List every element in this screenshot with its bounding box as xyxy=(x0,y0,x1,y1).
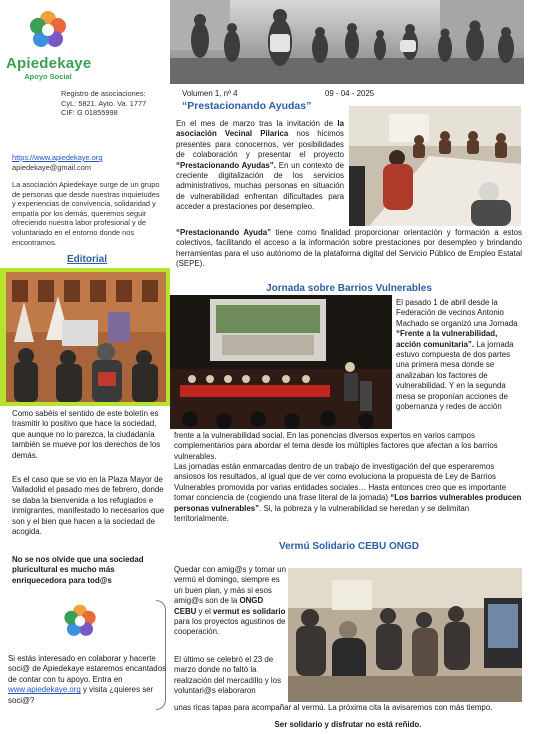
issue-date: 09 - 04 - 2025 xyxy=(325,89,375,98)
article-vermu-closing: Ser solidario y disfrutar no está reñido. xyxy=(274,720,422,729)
demonstration-photo xyxy=(6,272,166,402)
editorial-p1: Como sabéis el sentido de este boletín es trasmitir lo positivo que hace la sociedad, que aunque no lo parezca, la ciudadanía también se mueve por los derechos de los demás. xyxy=(12,409,161,460)
article-prestacionando-p1 xyxy=(176,119,344,213)
registry-line: CIF: G 01855998 xyxy=(61,108,118,118)
registry-info xyxy=(61,89,181,118)
contact-email: apiedekaye@gmail.com xyxy=(12,163,91,172)
conference-photo xyxy=(170,295,392,429)
text-run-bold: “Prestacionando Ayudas”. xyxy=(176,160,276,170)
text-run: En un contexto de creciente digitalización de los servicios administrativos, muchas personas en situación de vulnerabilidad enfrentan dificultades para acceder a prestaciones por desempleo. xyxy=(176,160,344,212)
meeting-photo xyxy=(349,106,521,226)
text-run: y el xyxy=(196,606,214,616)
text-run-bold: ONGD CEBU xyxy=(174,596,264,616)
article-jornada-title: Jornada sobre Barrios Vulnerables xyxy=(266,283,432,294)
article-jornada-p1 xyxy=(396,298,522,412)
text-run: para los proyectos agustinos de cooperación. xyxy=(174,617,286,637)
article-vermu-title: Vermú Solidario CEBU ONGD xyxy=(278,541,420,552)
article-prestacionando-p2 xyxy=(176,228,522,270)
article-jornada-p1-cont: frente a la vulnerabilidad social. En las ponencias diversos expertos en varios campos complementarios para abordar el tema desde los múltiples factores que afectan a los barrios vulnerables. xyxy=(174,431,498,461)
join-text xyxy=(8,654,168,706)
join-logo xyxy=(60,602,100,642)
join-website-link[interactable]: www.apiedekaye.org xyxy=(8,685,81,695)
editorial-title: Editorial xyxy=(66,254,107,265)
flower-logo-icon xyxy=(60,602,100,642)
brand-logo xyxy=(6,8,90,80)
article-jornada-p2 xyxy=(174,462,522,524)
article-vermu-p2: El último se celebró el 23 de marzo donde no faltó la realización del mercadillo y los voluntari@s elaboraron xyxy=(174,655,282,696)
text-run-bold: la asociación Vecinal Pilarica xyxy=(176,119,344,139)
text-run-bold: vermut es solidario xyxy=(213,606,286,616)
editorial-p2: Es el caso que se vio en la Plaza Mayor de Valladolid el pasado mes de febrero, donde se daba la bienvenida a los refugiados e inmigrantes, manifestado lo necesarios que son y el bien que hacen a la sociedad de acogida. xyxy=(12,475,165,537)
issue-volume: Volumen 1, nº 4 xyxy=(182,89,238,98)
header-crowd-photo xyxy=(170,0,524,84)
text-run-bold: “Los barrios vulnerables producen personas vulnerables” xyxy=(174,493,522,513)
text-run-bold: “Prestacionando Ayuda” xyxy=(176,228,272,237)
text-run: tiene como finalidad proporcionar orientación y formación a estos colectivos, facilitando el acceso a la información sobre prestaciones por desempleo y brindando herramientas para el uso autónomo de la plataforma digital del Servicio Público de Empleo Estatal (SEPE). xyxy=(176,228,522,269)
registry-line: CyL: 5821. Ayto. Va. 1777 xyxy=(61,98,147,108)
text-run: La jornada estuvo compuesta de dos partes una primera mesa donde se analizaban los factores de vulnerabilidad. Y en la segunda mesa se proponían acciones de gobernanza y redes de acción xyxy=(396,339,514,412)
vermu-photo xyxy=(288,568,522,702)
article-prestacionando-title: “Prestacionando Ayudas” xyxy=(182,100,312,112)
brand-tagline: Apoyo Social xyxy=(24,72,72,81)
website-link[interactable]: https://www.apiedekaye.org xyxy=(12,153,103,162)
flower-logo-icon xyxy=(25,8,71,54)
article-vermu-p2-cont: unas ricas tapas para acompañar al vermú. La próxima cita la avisaremos con más tiempo. xyxy=(174,703,493,712)
text-run: En el mes de marzo tras la invitación de xyxy=(176,119,338,128)
text-run: El pasado 1 de abril desde la Federación de vecinos Antonio Machado se organizó una Jornada xyxy=(396,298,518,328)
about-text: La asociación Apiedekaye surge de un grupo de personas que desde nuestras inquietudes y experiencias de convivencia, solidaridad y empatía por los demás, queremos seguir ofreciendo nuestra labor profesional y de voluntariado en el entorno donde nos encontramos. xyxy=(12,180,160,247)
registry-line: Registro de asociaciones: xyxy=(61,89,146,98)
text-run: nos hicimos presentes para conocernos, ver posibilidades de colaboración y presentar el proyecto xyxy=(176,129,344,160)
text-run: . Si, la pobreza y la vulnerabilidad se heredan y se delimitan territorialmente. xyxy=(174,503,470,524)
editorial-p3: No se nos olvide que una sociedad pluricultural es mucho más enriquecedora para tod@s xyxy=(12,555,144,585)
text-run: Las jornadas están enmarcadas dentro de un trabajo de investigación del que esperaremos ansiosos los resultados, al igual que de ver como evoluciona la propuesta de Ley de Barrios Vulnerables promovida por varias entidades sociales… Hasta entonces creo que es importante tomar conciencia de (cogiendo una frase literal de la jornada) xyxy=(174,462,507,503)
article-vermu-p1 xyxy=(174,565,286,638)
brand-name: Apiedekaye xyxy=(6,55,92,72)
text-run: Quedar con amig@s y tomar un vermú el domingo, siempre es un buen plan, y más si esos amig@s son de la xyxy=(174,565,286,606)
text-run: y visita ¿quieres ser soci@? xyxy=(8,685,154,705)
text-run: Si estás interesado en colaborar y hacerte soci@ de Apiedekaye estaremos encantados de contar con tu apoyo. Entra en xyxy=(8,654,167,684)
text-run-bold: “Frente a la vulnerabilidad, acción comunitaria”. xyxy=(396,329,498,349)
